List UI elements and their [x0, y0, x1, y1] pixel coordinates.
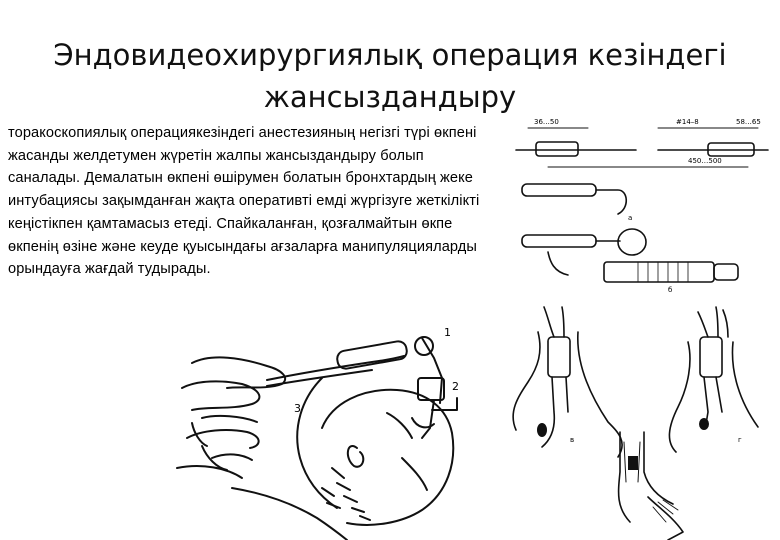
panel-label-c: в [570, 436, 575, 444]
label-1: 1 [444, 326, 451, 339]
dim-label-1: 36…50 [534, 118, 559, 126]
intubation-illustration [172, 318, 462, 540]
label-2: 2 [452, 380, 459, 393]
panel-label-b: б [668, 286, 673, 294]
bronchial-tubes-illustration [508, 112, 780, 540]
label-3: 3 [294, 402, 301, 415]
slide-title: Эндовидеохирургиялық операция кезіндегі жансыздандыру [53, 38, 727, 114]
dim-label-4: 450…500 [688, 157, 722, 165]
panel-label-d: г [738, 436, 742, 444]
body-paragraph: торакоскопиялық операциякезіндегі анестезияның негізгі түрі өкпені жасанды желдетумен жүретін жалпы жансыздандыру болып саналады. Демалатын өкпені өшірумен болатын бронхтардың жеке интубациясы зақымданған жақта оперативті емді жүргізуге жеткілікті кеңістікпен қамтамасыз етеді. Спайкаланған, қозғалмайтын өкпе өкпенің өзіне және кеуде қуысындағы ағзаларға манипуляцияларды орындауға жағдай тудырады. [8, 125, 480, 278]
dim-label-2: #14–8 [676, 118, 699, 126]
panel-label-a: а [628, 214, 633, 222]
dim-label-3: 58…65 [736, 118, 761, 126]
